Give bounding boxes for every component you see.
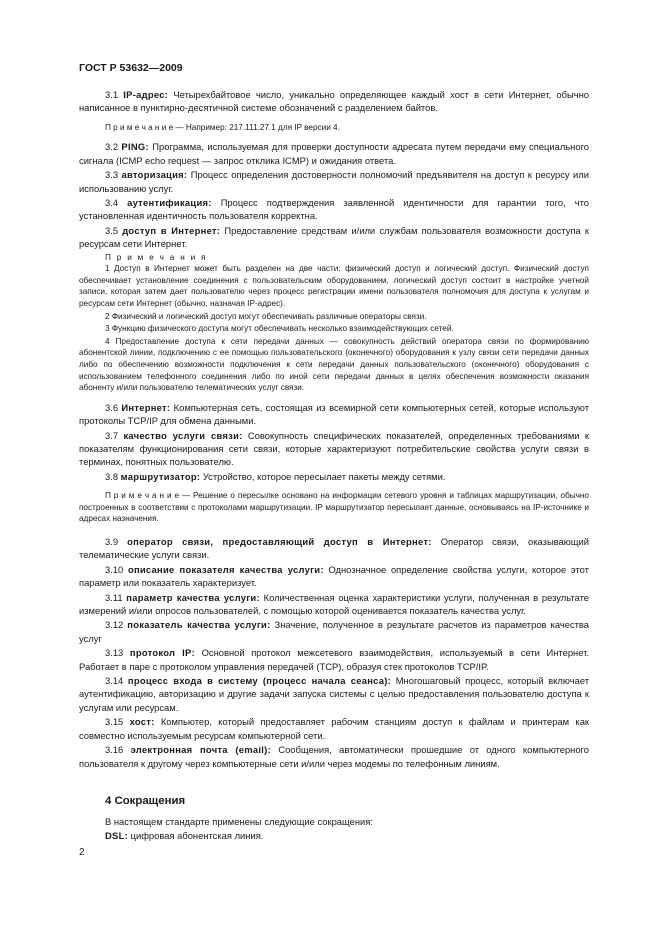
abbreviation-dsl — [79, 829, 589, 842]
note-3-8 — [79, 490, 589, 525]
def-number: 3.10 — [105, 563, 124, 575]
def-text: Количественная оценка характеристики услуги, полученная в результате измерений и/или опросов пользователей, с помощью которой оценивается показатель качества услуг. — [79, 591, 589, 617]
def-term: показатель качества услуги: — [127, 619, 271, 631]
definition-3-13 — [79, 646, 589, 673]
def-number: 3.6 — [105, 401, 119, 413]
section-heading: 4 Сокращения — [105, 794, 186, 807]
note-item-4: 4 Предоставление доступа к сети передачи данных — совокупность действий оператора связи по формированию абонентской линии, подключению с ее помощью пользовательского (оконечного) оборудования к узлу связи сети передачи данных либо по обеспечению возможности подключения к сети передачи данных пользовательского (оконечного) оборудования с использованием телефонного соединения либо по иной сети передачи данных в целях обеспечения возможности оказания абоненту и/или пользователю телематических услуг связи. — [79, 336, 589, 393]
def-text: Компьютерная сеть, состоящая из всемирной сети компьютерных сетей, которые используют протоколы TCP/IP для обмена данными. — [79, 401, 589, 427]
def-text: Однозначное определение свойства услуги, которое этот параметр или показатель характеризует. — [79, 563, 589, 589]
def-number: 3.15 — [105, 716, 124, 728]
definition-3-3 — [79, 168, 589, 195]
def-term: оператор связи, предоставляющий доступ в Интернет: — [127, 536, 432, 547]
definition-3-6 — [79, 401, 589, 428]
def-text: Сообщения, автоматически прошедшие от одного компьютерного пользователя к другому через компьютерные сети и/или через модемы по телефонным линиям. — [79, 744, 589, 769]
def-text: Четырехбайтовое число, уникально определяющее каждый хост в сети Интернет, обычно написанное в пунктирно-десятичной системе обозначений с разделением байтов. — [79, 89, 589, 114]
note-label: П р и м е ч а н и е — [105, 491, 180, 501]
note-item-1: 1 Доступ в Интернет может быть разделен на две части: физический доступ и логический доступ. Физический доступ обеспечивает установление соединения с пользовательским оборудованием, логический доступ состоит в настройке учетной записи, которая затем дает пользователю через процесс регистрации имени пользователя полномочия для доступа к услугам и ресурсам сети Интернет (обычно, назначая IP-адрес). — [79, 264, 589, 309]
def-number: 3.13 — [105, 647, 124, 659]
definition-3-11 — [79, 591, 589, 618]
def-number: 3.12 — [105, 619, 124, 631]
definition-3-10 — [79, 563, 589, 590]
def-term: описание показателя качества услуги: — [127, 563, 324, 575]
def-number: 3.9 — [105, 536, 119, 547]
def-number: 3.3 — [105, 169, 119, 181]
def-text: Процесс определения достоверности полномочий предъявителя на доступ к ресурсу или использованию услуг. — [79, 169, 590, 194]
abbr-text: цифровая абонентская линия. — [128, 830, 264, 842]
def-term: авторизация: — [121, 169, 188, 181]
def-term: электронная почта (email): — [130, 744, 271, 756]
def-text: Программа, используемая для проверки доступности адресата путем передачи ему специального сигнала (ICMP echo request — запрос отклика ICMP) и ожидания ответа. — [79, 141, 589, 166]
def-term: аутентификация: — [127, 197, 212, 209]
note-item-2: 2 Физический и логический доступ могут обеспечивать различные операторы связи. — [105, 311, 427, 321]
page-number: 2 — [79, 847, 85, 858]
note-3-1 — [79, 122, 589, 134]
definition-3-2 — [79, 140, 589, 167]
definition-3-7 — [79, 429, 589, 469]
def-number: 3.16 — [105, 744, 124, 756]
def-number: 3.5 — [105, 224, 119, 236]
def-number: 3.14 — [105, 675, 124, 687]
def-number: 3.1 — [105, 89, 119, 100]
def-text: Устройство, которое пересылает пакеты между сетями. — [200, 470, 446, 482]
definition-3-16 — [79, 743, 589, 770]
document-body — [79, 88, 589, 844]
definition-3-9 — [79, 535, 589, 562]
def-text: Многошаговый процесс, который включает аутентификацию, авторизацию и другие задачи запуска системы с целью предоставления пользователю доступа к услугам или ресурсам. — [79, 675, 590, 713]
definition-3-8 — [79, 470, 589, 483]
definition-3-1 — [79, 88, 589, 115]
def-term: процесс входа в систему (процесс начала сеанса): — [127, 675, 392, 687]
notes-title: П р и м е ч а н и я — [105, 252, 208, 262]
def-text: Совокупность специфических показателей, определенных требованиями к показателям функционирования сети связи, которые характеризуют потребительские свойства услуги связи в терминах, понятных пользователю. — [79, 429, 589, 468]
abbr-term: DSL: — [105, 830, 128, 842]
def-text: Основной протокол межсетевого взаимодействия, используемый в сети Интернет. Работает в паре с протоколом управления передачей (TCP), образуя стек протоколов TCP/IP. — [79, 647, 589, 672]
def-number: 3.4 — [105, 197, 119, 209]
def-text: Процесс подтверждения заявленной идентичности для гарантии того, что установленная идентичность пользователя корректна. — [79, 197, 589, 222]
note-text: — Решение о пересылке основано на информации сетевого уровня и таблицах маршрутизации, обычно построенных в соответствии с протоколами маршрутизации. IP маршрутизатор пересылает данные, основываясь на IP-источнике и адресах назначения. — [79, 491, 589, 524]
document-header: ГОСТ Р 53632—2009 — [79, 62, 183, 74]
def-term: доступ в Интернет: — [122, 224, 221, 236]
def-term: PING: — [121, 141, 149, 153]
def-term: хост: — [129, 716, 155, 728]
note-item-3: 3 Функцию физического доступа могут обеспечивать несколько взаимодействующих сетей. — [105, 324, 454, 334]
def-term: маршрутизатор: — [120, 470, 201, 482]
def-term: параметр качества услуги: — [126, 591, 260, 603]
def-text: Оператор связи, оказывающий телематические услуги связи. — [79, 536, 589, 561]
def-text: Компьютер, который предоставляет рабочим станциям доступ к файлам и принтерам как совместно используемым ресурсам компьютерной сети. — [79, 716, 590, 741]
def-number: 3.7 — [105, 429, 119, 441]
note-text: — Например: 217.111.27.1 для IP версии 4. — [173, 122, 340, 132]
def-number: 3.2 — [105, 141, 119, 153]
definition-3-5 — [79, 224, 589, 251]
definition-3-15 — [79, 715, 589, 742]
def-text: Предоставление средствам и/или службам пользователя возможности доступа к ресурсам сети Интернет. — [79, 224, 589, 250]
note-label: П р и м е ч а н и е — [105, 122, 174, 132]
definition-3-4 — [79, 196, 589, 223]
def-text: Значение, полученное в результате расчетов из параметров качества услуг — [79, 619, 590, 644]
def-term: IP-адрес: — [123, 89, 169, 100]
def-term: качество услуги связи: — [123, 429, 243, 441]
definition-3-14 — [79, 674, 589, 714]
def-term: протокол IP: — [129, 647, 195, 659]
section-intro: В настоящем стандарте применены следующие сокращения: — [105, 815, 373, 827]
def-number: 3.11 — [105, 591, 123, 603]
def-term: Интернет: — [121, 401, 171, 413]
def-number: 3.8 — [105, 470, 119, 482]
definition-3-12 — [79, 618, 589, 645]
